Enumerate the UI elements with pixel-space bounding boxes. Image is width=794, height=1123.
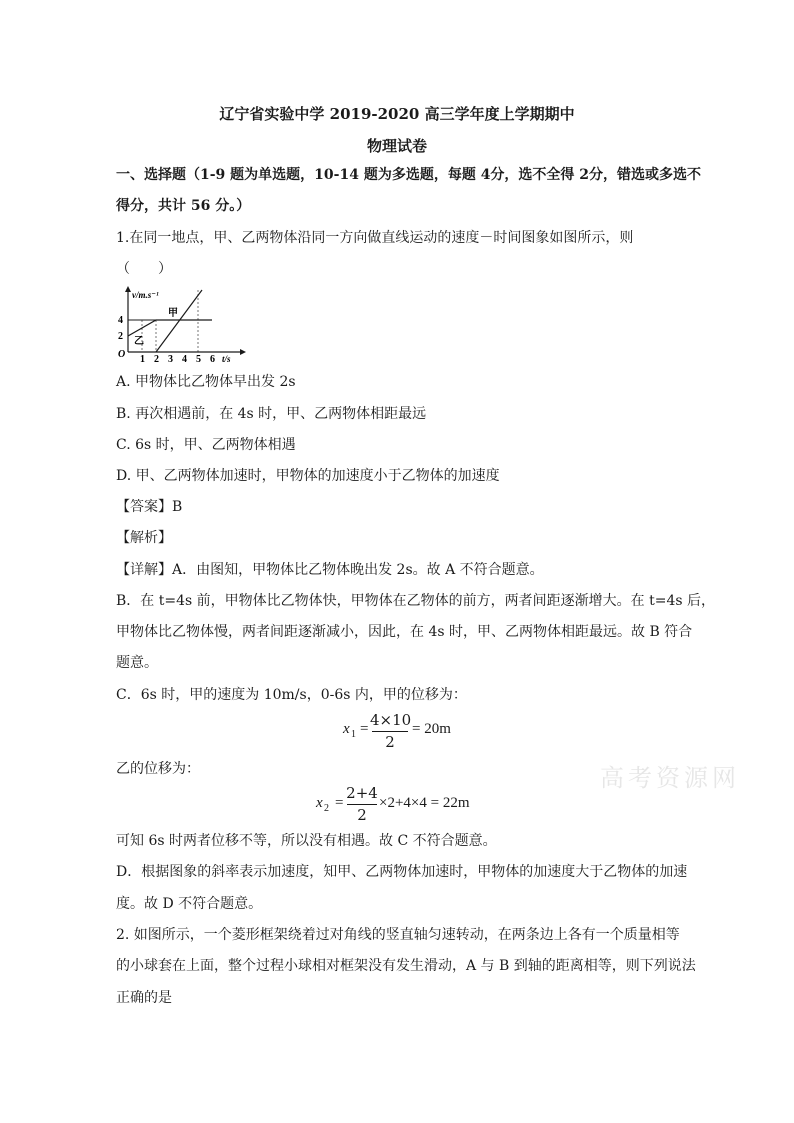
formula2-sub: 2 — [324, 803, 329, 814]
q1-analysis-label: 【解析】 — [116, 530, 172, 546]
formula2-num: 2+4 — [346, 784, 378, 802]
q1-detail-d1: D．根据图象的斜率表示加速度，知甲、乙两物体加速时，甲物体的加速度大于乙物体的加速 — [116, 864, 688, 880]
formula1-eq: = — [360, 721, 369, 737]
q1-detail-b2: 甲物体比乙物体慢，两者间距逐渐减小，因此，在 4s 时，甲、乙两物体相距最远。故 B 符合 — [116, 624, 693, 640]
formula1-sub: 1 — [351, 729, 356, 740]
xtick-4: 4 — [182, 354, 187, 362]
section-heading-line2: 得分，共计 56 分。） — [116, 198, 251, 214]
formula1-lhs: x — [343, 721, 350, 737]
ytick-2: 2 — [118, 331, 123, 342]
q1-detail-c1: C．6s 时，甲的速度为 10m/s，0-6s 内，甲的位移为： — [116, 687, 467, 703]
label-yi: 乙 — [134, 336, 144, 347]
formula1-num: 4×10 — [370, 711, 412, 729]
xtick-6: 6 — [210, 354, 215, 362]
q1-detail-c3: 可知 6s 时两者位移不等，所以没有相遇。故 C 不符合题意。 — [116, 833, 497, 849]
xtick-1: 1 — [140, 354, 145, 362]
ytick-4: 4 — [118, 315, 123, 326]
q2-line3: 正确的是 — [116, 990, 172, 1006]
xtick-2: 2 — [154, 354, 159, 362]
y-axis-arrow-icon — [125, 286, 131, 292]
xtick-5: 5 — [196, 354, 201, 362]
q2-line1: 2. 如图所示，一个菱形框架绕着过对角线的竖直轴匀速转动，在两条边上各有一个质量相等 — [116, 927, 680, 943]
graph-ylabel: v/m.s⁻¹ — [132, 290, 159, 300]
q1-option-b: B. 再次相遇前，在 4s 时，甲、乙两物体相距最远 — [116, 406, 427, 422]
formula2-lhs: x — [316, 795, 323, 811]
section-heading-line1: 一、选择题（1-9 题为单选题，10-14 题为多选题，每题 4分，选不全得 2分，错选或多选不 — [116, 167, 702, 183]
q2-line2: 的小球套在上面，整个过程小球相对框架没有发生滑动，A 与 B 到轴的距离相等，则下列说法 — [116, 958, 696, 974]
q1-detail-d2: 度。故 D 不符合题意。 — [116, 896, 263, 912]
exam-title: 辽宁省实验中学 2019-2020 高三学年度上学期期中 — [219, 105, 575, 123]
formula1-rhs: = 20m — [412, 721, 451, 737]
q1-detail-c2: 乙的位移为： — [116, 761, 200, 777]
formula1-bar — [372, 731, 408, 732]
q1-option-c: C. 6s 时，甲、乙两物体相遇 — [116, 437, 296, 453]
exam-subtitle: 物理试卷 — [366, 137, 427, 155]
q1-answer: 【答案】B — [116, 499, 183, 515]
q1-option-d: D. 甲、乙两物体加速时，甲物体的加速度小于乙物体的加速度 — [116, 468, 500, 484]
graph-xlabel: t/s — [222, 354, 231, 362]
label-jia: 甲 — [168, 308, 178, 319]
formula2-den: 2 — [357, 806, 367, 824]
q1-detail-b3: 题意。 — [116, 655, 158, 671]
formula2-rhs: ×2+4×4 = 22m — [379, 795, 470, 811]
graph-origin: O — [118, 349, 126, 360]
x-axis-arrow-icon — [240, 349, 246, 355]
series-jia-line — [156, 290, 202, 352]
xtick-3: 3 — [168, 354, 173, 362]
q1-detail-b1: B．在 t=4s 前，甲物体比乙物体快，甲物体在乙物体的前方，两者间距逐渐增大。在 t=4s 后， — [116, 593, 715, 609]
formula1-den: 2 — [385, 733, 395, 751]
watermark: 高考资源网 — [600, 764, 740, 792]
q1-stem: 1.在同一地点，甲、乙两物体沿同一方向做直线运动的速度－时间图象如图所示，则 — [116, 230, 634, 246]
q1-option-a: A. 甲物体比乙物体早出发 2s — [116, 374, 296, 390]
formula2-bar — [347, 804, 377, 805]
q1-detail-a: 【详解】A．由图知，甲物体比乙物体晚出发 2s。故 A 不符合题意。 — [116, 562, 544, 578]
q1-blank: （ ） — [116, 261, 172, 277]
formula2-eq: = — [335, 795, 344, 811]
vt-graph — [112, 286, 252, 362]
